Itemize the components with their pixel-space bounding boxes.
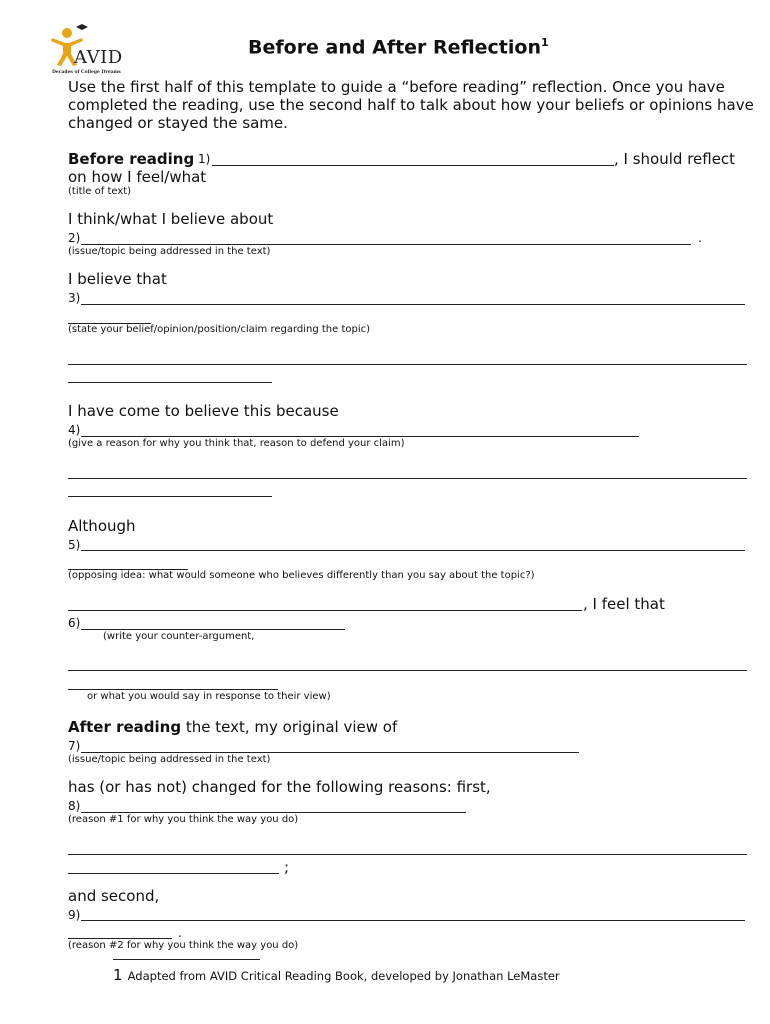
hint-1: (title of text) xyxy=(68,186,132,197)
item-9-number: 9) xyxy=(68,908,81,922)
item-9-period: . xyxy=(178,926,182,940)
hint-6a: (write your counter-argument, xyxy=(103,631,255,642)
blank-1-title[interactable] xyxy=(212,165,614,166)
hint-8: (reason #1 for why you think the way you do) xyxy=(68,814,299,825)
blank-8-reason1[interactable] xyxy=(81,812,466,813)
second-label: and second, xyxy=(68,887,160,905)
title-footnote-mark: 1 xyxy=(540,36,549,49)
item-2-number: 2) xyxy=(68,231,81,245)
hint-9: (reason #2 for why you think the way you do) xyxy=(68,940,299,951)
blank-3-extra-line[interactable] xyxy=(68,364,747,365)
graduation-cap-icon xyxy=(76,24,88,32)
avid-logo xyxy=(50,24,132,78)
item-5-number: 5) xyxy=(68,538,81,552)
blank-4-extra-line[interactable] xyxy=(68,478,747,479)
blank-6-counter[interactable] xyxy=(81,629,345,630)
item-7-number: 7) xyxy=(68,739,81,753)
footnote-separator xyxy=(113,959,260,960)
hint-3: (state your belief/opinion/position/claim regarding the topic) xyxy=(68,324,371,335)
changed-label: has (or has not) changed for the following reasons: first, xyxy=(68,778,491,796)
blank-3-extra-short[interactable] xyxy=(68,382,272,383)
reflect-text: , I should reflect xyxy=(614,150,736,168)
blank-8-extra-short[interactable] xyxy=(68,873,279,874)
hint-7: (issue/topic being addressed in the text) xyxy=(68,754,271,765)
intro-paragraph: Use the first half of this template to guide a “before reading” reflection. Once you have completed the reading, use the second half to talk about how your beliefs or opinions have changed or stayed the same. xyxy=(68,78,754,132)
item-1-number: 1) xyxy=(198,152,211,166)
item-6-number: 6) xyxy=(68,616,81,630)
hint-6b: or what you would say in response to their view) xyxy=(87,691,331,702)
semicolon: ; xyxy=(284,858,290,876)
blank-3-belief[interactable] xyxy=(81,304,745,305)
footnote xyxy=(113,965,560,984)
feel-that-text: , I feel that xyxy=(583,595,665,613)
before-reading-heading: Before reading xyxy=(68,150,195,168)
blank-7-topic[interactable] xyxy=(81,752,579,753)
item-3-number: 3) xyxy=(68,291,81,305)
blank-6-opposing-cont[interactable] xyxy=(68,610,582,611)
hint-2: (issue/topic being addressed in the text) xyxy=(68,246,271,257)
think-label: I think/what I believe about xyxy=(68,210,274,228)
blank-4-extra-short[interactable] xyxy=(68,496,272,497)
logo-tagline: Decades of College Dreams xyxy=(52,70,121,75)
because-label: I have come to believe this because xyxy=(68,402,339,420)
blank-4-reason[interactable] xyxy=(81,436,639,437)
blank-9-reason2-cont[interactable] xyxy=(68,938,172,939)
after-reading-heading: After reading the text, my original view of xyxy=(68,718,398,736)
blank-6-extra-line[interactable] xyxy=(68,670,747,671)
although-label: Although xyxy=(68,517,136,535)
page-title xyxy=(248,36,549,58)
blank-6-extra-short[interactable] xyxy=(68,689,278,690)
blank-2-topic[interactable] xyxy=(81,244,691,245)
item-4-number: 4) xyxy=(68,423,81,437)
title-text: Before and After Reflection xyxy=(248,36,541,59)
feel-what-text: on how I feel/what xyxy=(68,168,207,186)
hint-4: (give a reason for why you think that, reason to defend your claim) xyxy=(68,438,405,449)
item-8-number: 8) xyxy=(68,799,81,813)
blank-5-opposing[interactable] xyxy=(81,550,745,551)
hint-5: (opposing idea: what would someone who believes differently than you say about the topic?) xyxy=(68,570,535,581)
item-2-period: . xyxy=(698,231,702,245)
blank-9-reason2[interactable] xyxy=(81,920,745,921)
believe-label: I believe that xyxy=(68,270,167,288)
blank-8-extra-line[interactable] xyxy=(68,854,747,855)
footnote-text: Adapted from AVID Critical Reading Book, developed by Jonathan LeMaster xyxy=(127,969,560,983)
logo-wordmark: AVID xyxy=(74,47,123,68)
footnote-mark: 1 xyxy=(113,966,123,984)
